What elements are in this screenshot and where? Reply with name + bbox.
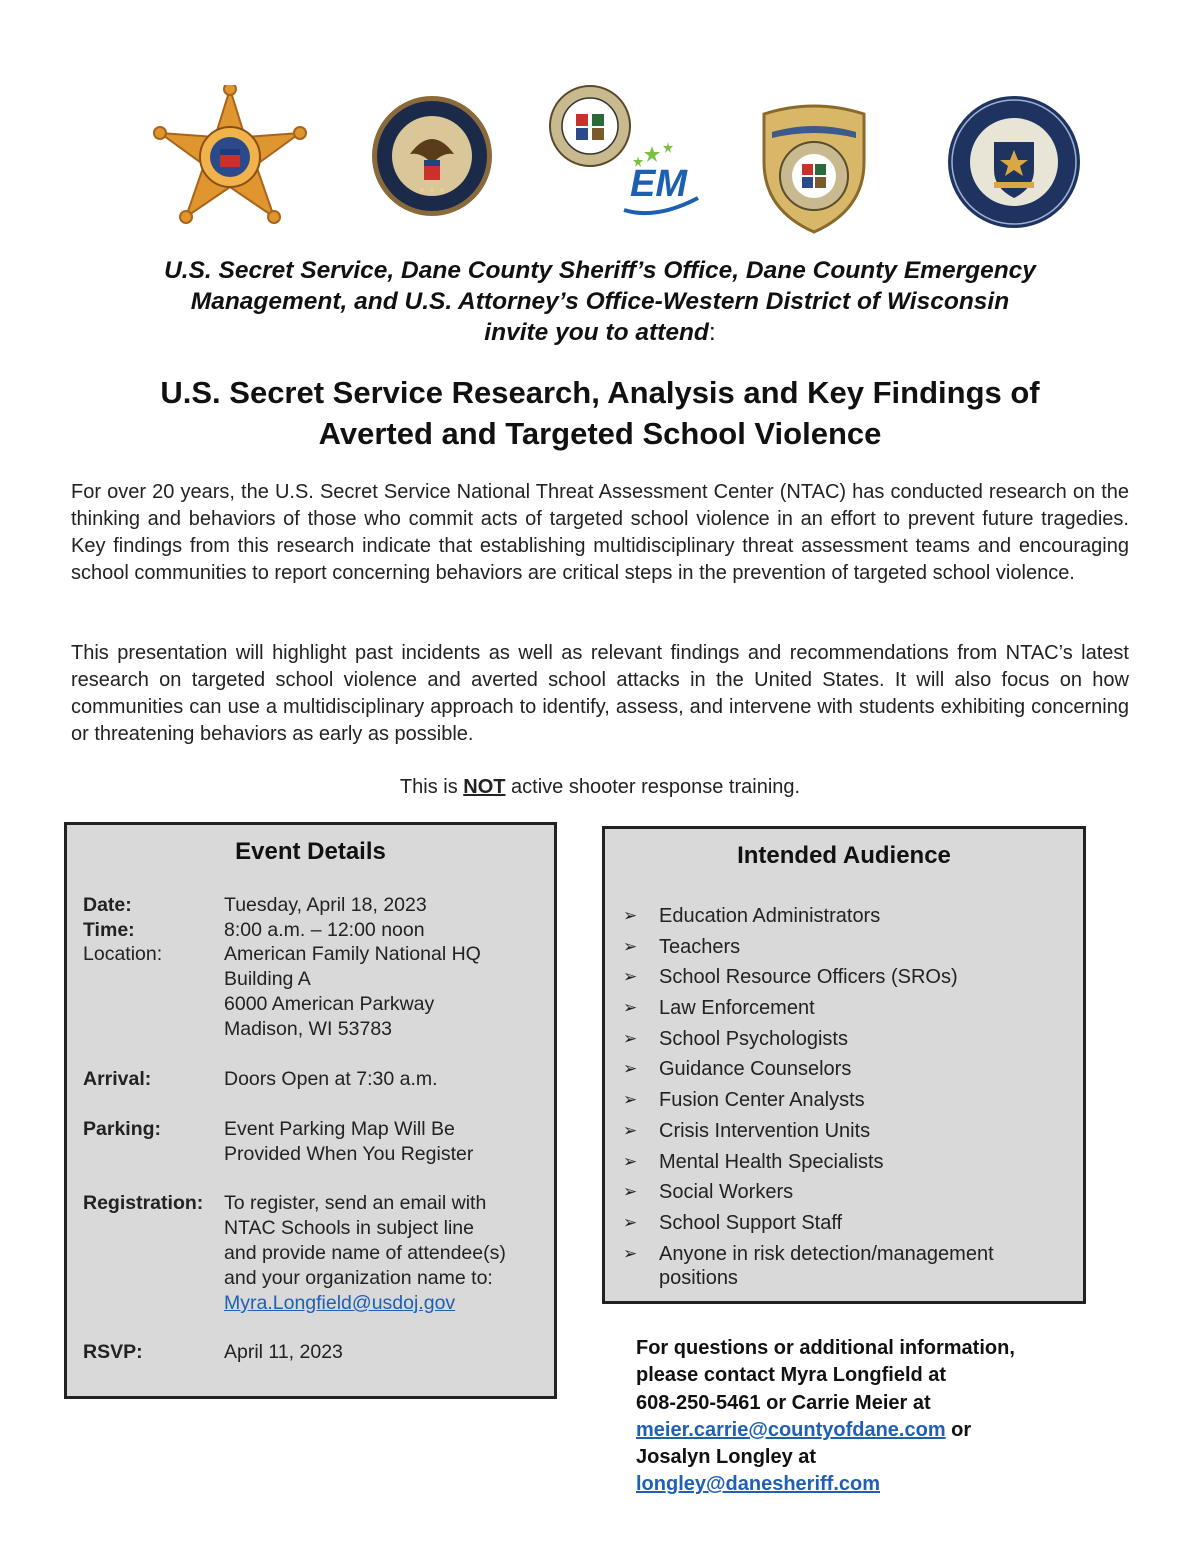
title-line: U.S. Secret Service Research, Analysis and Key Findings of <box>160 375 1040 410</box>
registration-email-link[interactable]: Myra.Longfield@usdoj.gov <box>224 1292 456 1314</box>
intro-paragraph: For over 20 years, the U.S. Secret Service National Threat Assessment Center (NTAC) has conducted research on the thinking and behaviors of those who commit acts of targeted school violence in an effort to prevent future tragedies. Key findings from this research indicate that establishing multidisciplinary threat assessment teams and encouraging school communities to report concerning behaviors are critical steps in the prevention of targeted school violence. <box>71 481 1129 584</box>
registration-line: and provide name of attendee(s) <box>224 1242 506 1264</box>
audience-item-label: Anyone in risk detection/management positions <box>659 1242 994 1289</box>
page-title <box>40 372 1160 454</box>
presentation-paragraph: This presentation will highlight past incidents as well as relevant findings and recommendations from NTAC’s latest research on targeted school violence and averted school attacks in the United States. It will also focus on how communities can use a multidisciplinary approach to identify, assess, and intervene with students exhibiting concerning or threatening behaviors as early as possible. <box>71 642 1129 745</box>
arrow-bullet-icon: ➢ <box>623 1059 638 1079</box>
title-line: Averted and Targeted School Violence <box>318 416 882 451</box>
rsvp-label: RSVP: <box>83 1341 143 1363</box>
arrow-bullet-icon: ➢ <box>623 1120 638 1140</box>
contact-or: or <box>945 1418 972 1441</box>
time-label: Time: <box>83 919 135 941</box>
audience-item-label: Fusion Center Analysts <box>659 1089 865 1112</box>
parking-line: Event Parking Map Will Be <box>224 1118 455 1140</box>
registration-line: To register, send an email with <box>224 1192 487 1214</box>
audience-item-label: Teachers <box>659 935 741 958</box>
audience-item-label: Crisis Intervention Units <box>659 1119 871 1142</box>
ntac-seal-logo <box>946 94 1082 230</box>
audience-item-label: Guidance Counselors <box>659 1058 852 1081</box>
arrow-bullet-icon: ➢ <box>623 998 638 1018</box>
svg-text:EM: EM <box>630 163 687 205</box>
location-line: Building A <box>224 968 311 990</box>
em-logo <box>616 140 706 220</box>
doj-seal-logo <box>370 94 494 218</box>
arrow-bullet-icon: ➢ <box>623 967 638 987</box>
registration-label: Registration: <box>83 1192 204 1214</box>
logo-row <box>0 80 1200 240</box>
notice-text: active shooter response training. <box>505 776 801 798</box>
contact-line: Josalyn Longley at <box>636 1446 817 1469</box>
audience-item-label: School Support Staff <box>659 1211 843 1234</box>
audience-list <box>619 904 1069 1296</box>
date-value: Tuesday, April 18, 2023 <box>224 894 427 916</box>
location-line: 6000 American Parkway <box>224 993 435 1015</box>
notice-emphasis: NOT <box>463 776 506 798</box>
arrow-bullet-icon: ➢ <box>623 1028 638 1048</box>
location-line: American Family National HQ <box>224 943 481 965</box>
audience-item-label: Social Workers <box>659 1181 794 1204</box>
parking-value <box>224 1117 544 1167</box>
list-item <box>619 935 1069 959</box>
arrow-bullet-icon: ➢ <box>623 1090 638 1110</box>
list-item <box>619 1180 1069 1204</box>
arrow-bullet-icon: ➢ <box>623 1243 638 1263</box>
list-item <box>619 1242 1069 1290</box>
audience-item-label: Education Administrators <box>659 905 881 927</box>
contact-line: 608-250-5461 or Carrie Meier at <box>636 1391 931 1414</box>
registration-line: and your organization name to: <box>224 1267 493 1289</box>
list-item <box>619 996 1069 1020</box>
location-line: Madison, WI 53783 <box>224 1018 393 1040</box>
arrival-label: Arrival: <box>83 1068 152 1090</box>
date-label: Date: <box>83 894 132 916</box>
list-item <box>619 1211 1069 1235</box>
list-item <box>619 1150 1069 1174</box>
event-details-box <box>64 822 557 1399</box>
contact-info <box>636 1335 1106 1499</box>
secret-service-star-logo <box>150 85 310 235</box>
list-item <box>619 1027 1069 1051</box>
intended-audience-box <box>602 826 1086 1304</box>
arrow-bullet-icon: ➢ <box>623 1151 638 1171</box>
parking-label: Parking: <box>83 1118 162 1140</box>
location-value <box>224 942 544 1042</box>
contact-line <box>636 1417 1106 1444</box>
contact-line: please contact Myra Longfield at <box>636 1364 947 1387</box>
contact-line: For questions or additional information, <box>636 1337 1015 1359</box>
arrow-bullet-icon: ➢ <box>623 906 638 925</box>
time-value: 8:00 a.m. – 12:00 noon <box>224 919 425 941</box>
list-item <box>619 1088 1069 1112</box>
carrie-email-link[interactable]: meier.carrie@countyofdane.com <box>636 1418 946 1441</box>
sponsor-line: Management, and U.S. Attorney’s Office-Western District of Wisconsin <box>190 288 1010 315</box>
location-label: Location: <box>83 943 163 965</box>
sponsor-line: U.S. Secret Service, Dane County Sheriff’s Office, Dane County Emergency <box>164 257 1036 284</box>
invite-colon: : <box>708 319 716 346</box>
list-item <box>619 904 1069 928</box>
sheriff-badge-logo <box>758 102 870 234</box>
arrow-bullet-icon: ➢ <box>623 936 638 956</box>
arrow-bullet-icon: ➢ <box>623 1212 638 1232</box>
event-details-heading: Event Details <box>235 838 386 865</box>
invite-text: invite you to attend <box>484 319 709 346</box>
audience-item-label: School Resource Officers (SROs) <box>659 966 958 989</box>
sponsor-statement <box>60 255 1140 348</box>
training-notice <box>0 774 1200 801</box>
registration-value <box>224 1191 544 1316</box>
sponsor-line <box>60 317 1140 348</box>
intended-audience-heading: Intended Audience <box>737 842 951 869</box>
list-item <box>619 965 1069 989</box>
rsvp-value: April 11, 2023 <box>224 1341 343 1363</box>
contact-line <box>636 1471 1106 1498</box>
audience-item-label: School Psychologists <box>659 1027 848 1050</box>
notice-text: This is <box>399 776 464 798</box>
parking-line: Provided When You Register <box>224 1143 474 1165</box>
registration-line: NTAC Schools in subject line <box>224 1217 474 1239</box>
list-item <box>619 1057 1069 1081</box>
audience-item-label: Law Enforcement <box>659 997 815 1020</box>
audience-item-label: Mental Health Specialists <box>659 1150 884 1173</box>
josalyn-email-link[interactable]: longley@danesheriff.com <box>636 1473 880 1496</box>
arrival-value: Doors Open at 7:30 a.m. <box>224 1068 438 1090</box>
arrow-bullet-icon: ➢ <box>623 1182 638 1202</box>
list-item <box>619 1119 1069 1143</box>
